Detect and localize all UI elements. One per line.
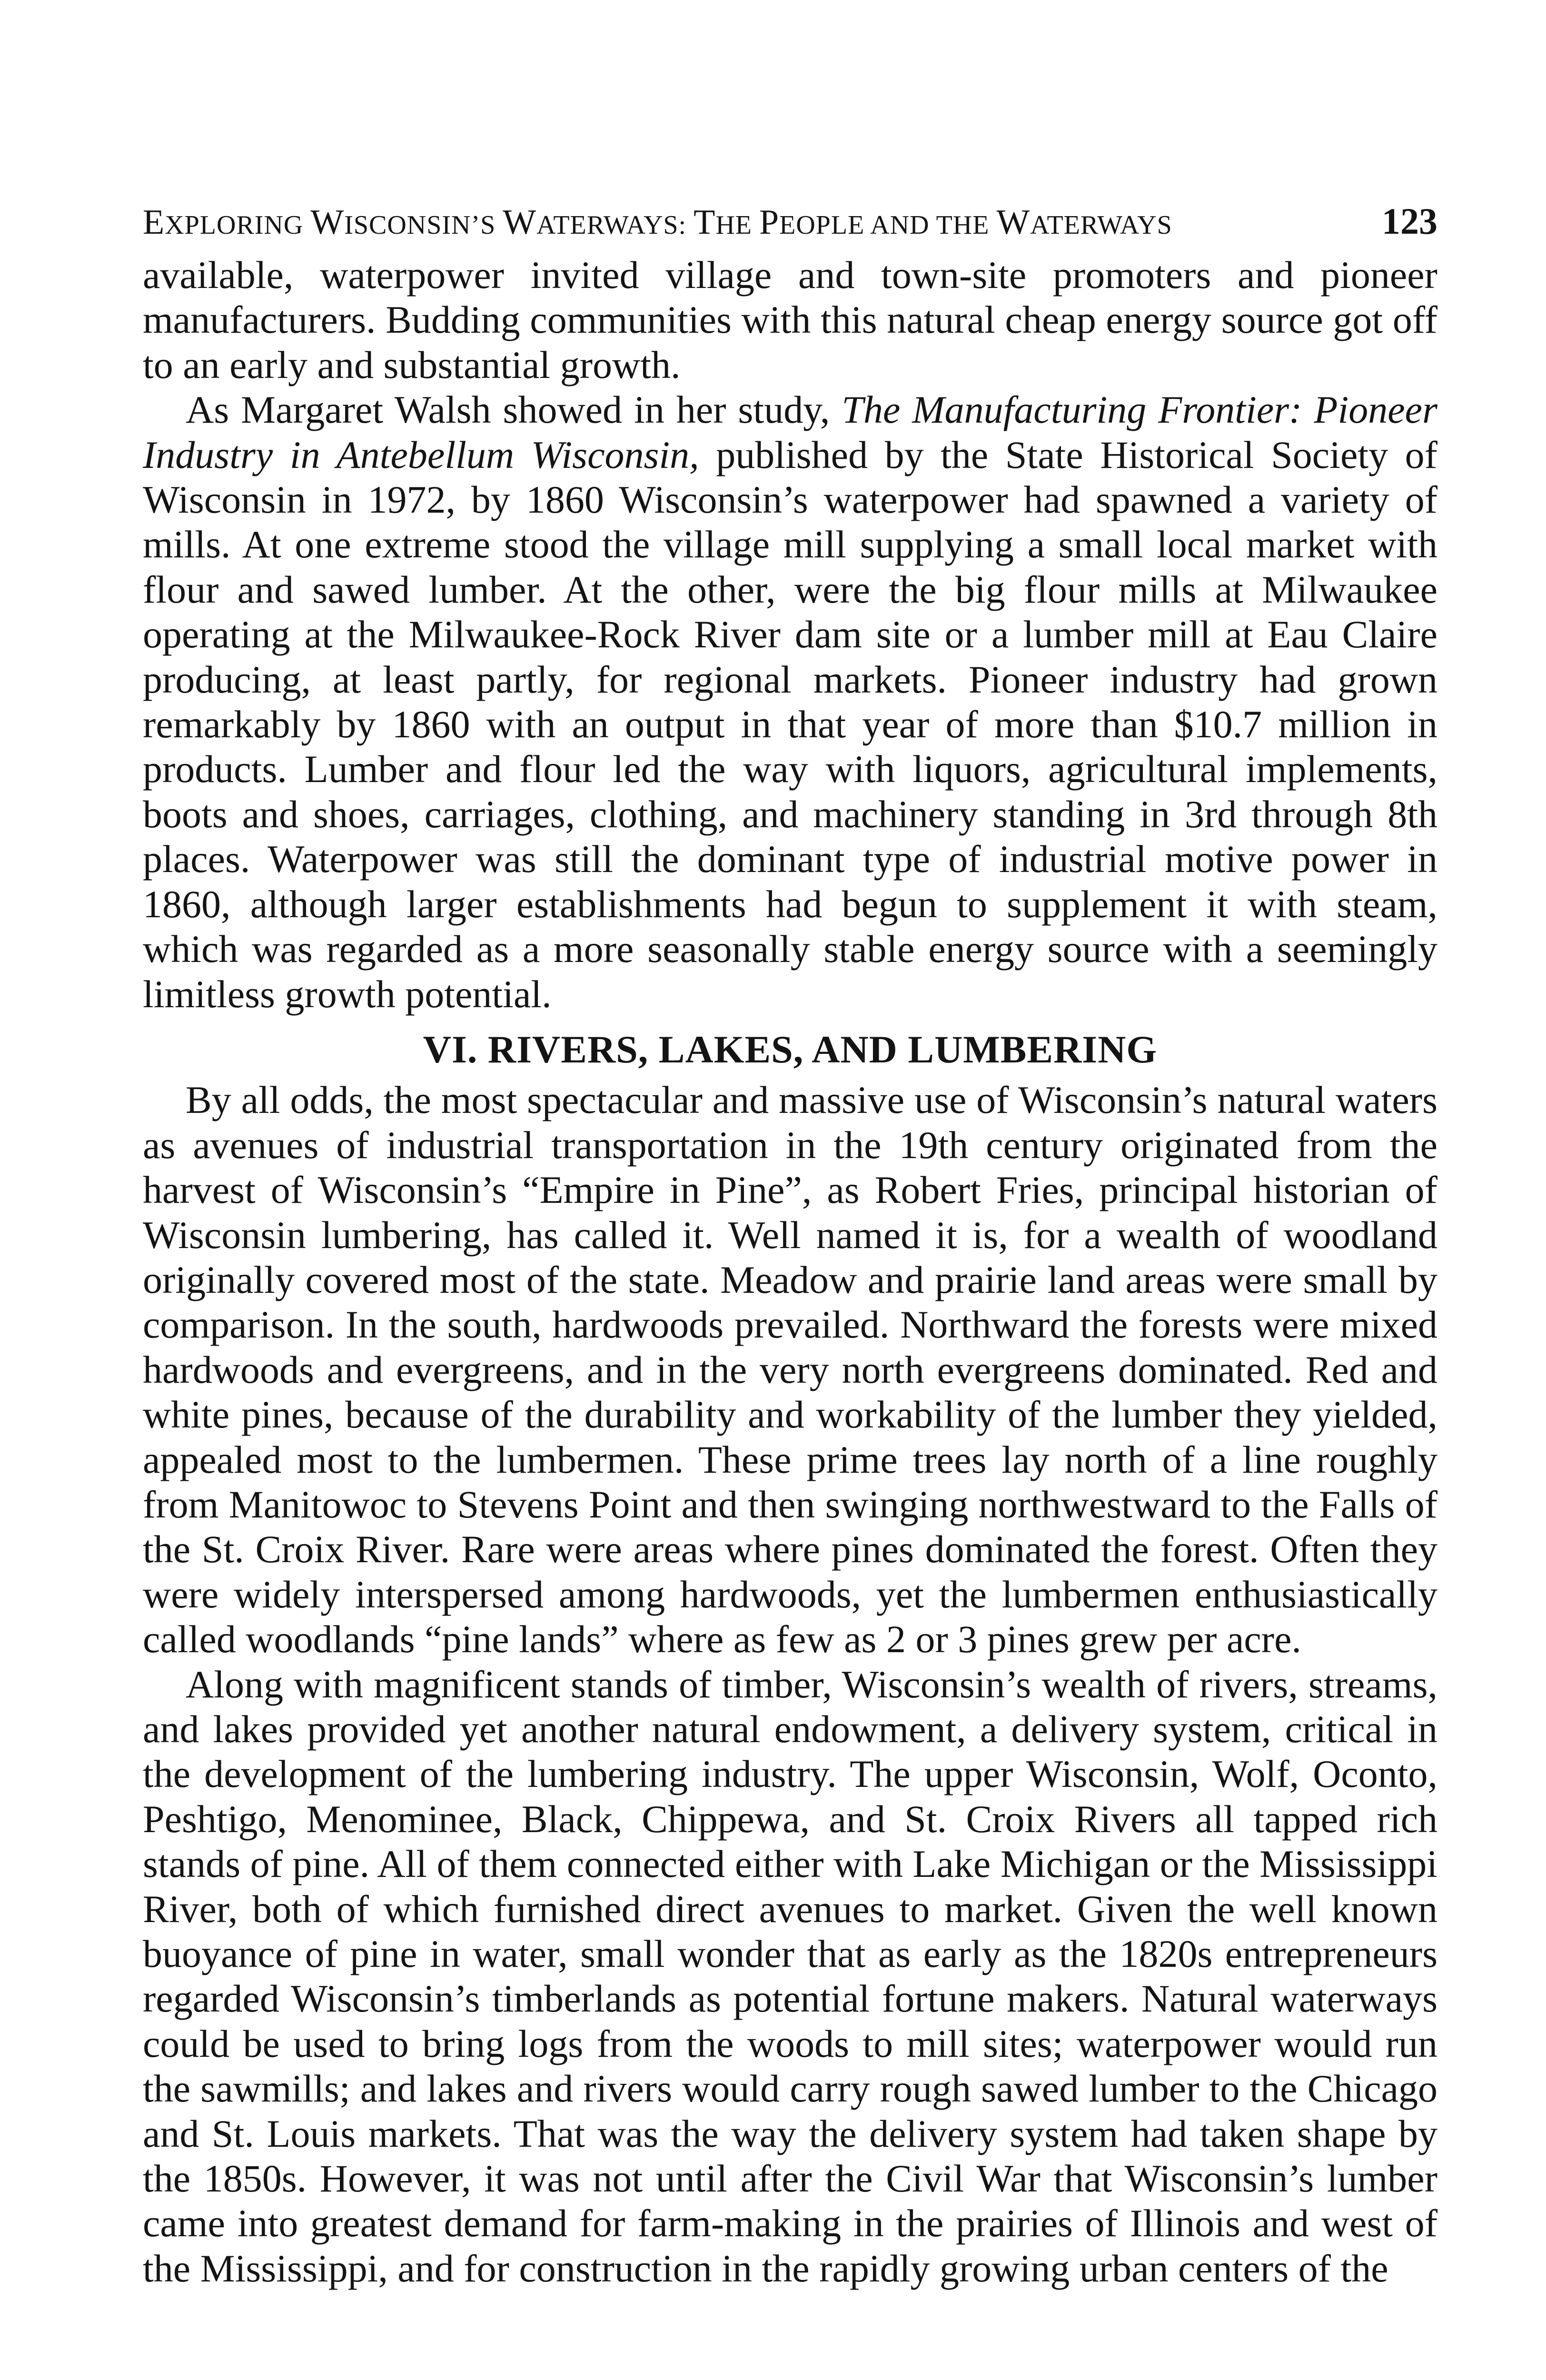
running-title-part: E [143,203,165,242]
running-header [143,193,1437,250]
running-title-part: ATERWAYS [1030,210,1172,240]
paragraph-text: As Margaret Walsh showed in her study, [186,388,842,432]
page-number: 123 [1382,200,1437,242]
running-title-part: W [310,203,345,242]
book-title: The Manufacturing Frontier: Pioneer Industry in Antebellum Wisconsin, [143,388,1437,476]
paragraph-empire-in-pine: By all odds, the most spectacular and massive use of Wisconsin’s natural waters as avenues of industrial transportation in the 19th century originated from the harvest of Wisconsin’s “Empire in Pine”, as Robert Fries, principal historian of Wisconsin lumbering, has called it. Well named it is, for a wealth of woodland originally covered most of the state. Meadow and prairie land areas were small by comparison. In the south, hardwoods prevailed. Northward the forests were mixed hardwoods and evergreens, and in the very north evergreens dominated. Red and white pines, because of the durability and workability of the lumber they yielded, appealed most to the lumbermen. These prime trees lay north of a line roughly from Manitowoc to Stevens Point and then swinging northwestward to the Falls of the St. Croix River. Rare were areas where pines dominated the forest. Often they were widely interspersed among hardwoods, yet the lumbermen enthusiastically called woodlands “pine lands” where as few as 2 or 3 pines grew per acre. [143,1078,1437,1661]
body-text [143,253,1437,2291]
running-title-part: HE [715,210,759,240]
running-title-part: ISCONSIN’S [344,210,503,240]
paragraph-continuation: available, waterpower invited village and town-site promoters and pioneer manufacturers. Budding communities with this natural cheap energy source got off to an early and substantial growth. [143,253,1437,387]
section-heading: VI. RIVERS, LAKES, AND LUMBERING [423,1027,1158,1071]
running-title-part: T [694,203,716,242]
running-title-part: ATERWAYS: [536,210,694,240]
running-title-part: XPLORING [165,210,311,240]
running-title [143,194,1172,254]
running-title-part: P [759,203,780,242]
paragraph-delivery-system: Along with magnificent stands of timber, Wisconsin’s wealth of rivers, streams, and lakes provided yet another natural endowment, a delivery system, critical in the development of the lumbering industry. The upper Wisconsin, Wolf, Oconto, Peshtigo, Menominee, Black, Chippewa, and St. Croix Rivers all tapped rich stands of pine. All of them connected either with Lake Michigan or the Mississippi River, both of which furnished direct avenues to market. Given the well known buoyance of pine in water, small wonder that as early as the 1820s entrepreneurs regarded Wisconsin’s timberlands as potential fortune makers. Natural waterways could be used to bring logs from the woods to mill sites; waterpower would run the sawmills; and lakes and rivers would carry rough sawed lumber to the Chicago and St. Louis markets. That was the way the delivery system had taken shape by the 1850s. However, it was not until after the Civil War that Wisconsin’s lumber came into greatest demand for farm-making in the prairies of Illinois and west of the Mississippi, and for construction in the rapidly growing urban centers of the [143,1662,1437,2290]
running-title-part: W [503,203,537,242]
running-title-part: W [996,203,1031,242]
book-page [143,193,1437,2291]
running-title-part: EOPLE AND THE [779,210,997,240]
paragraph-walsh [143,387,1437,1017]
paragraph-text: published by the State Historical Society of Wisconsin in 1972, by 1860 Wisconsin’s waterpower had spawned a variety of mills. At one extreme stood the village mill supplying a small local market with flour and sawed lumber. At the other, were the big flour mills at Milwaukee operating at the Milwaukee-Rock River dam site or a lumber mill at Eau Claire producing, at least partly, for regional markets. Pioneer industry had grown remarkably by 1860 with an output in that year of more than $10.7 million in products. Lumber and flour led the way with liquors, agricultural implements, boots and shoes, carriages, clothing, and machinery standing in 3rd through 8th places. Waterpower was still the dominant type of industrial motive power in 1860, although larger establishments had begun to supplement it with steam, which was regarded as a more seasonally stable energy source with a seemingly limitless growth potential. [143,433,1437,1016]
